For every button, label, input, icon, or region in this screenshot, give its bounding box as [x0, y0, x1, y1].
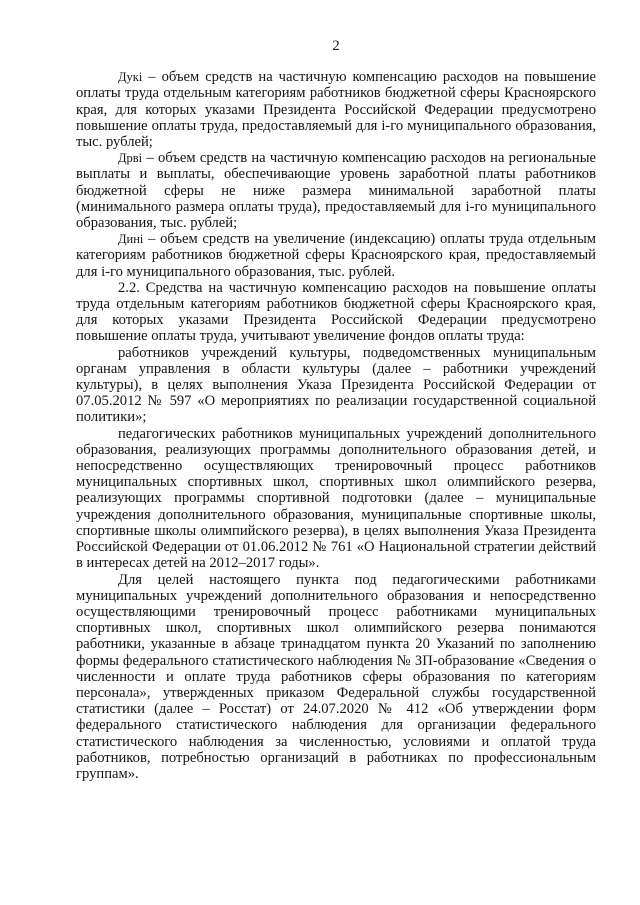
- paragraph-dini-definition: [76, 231, 596, 280]
- paragraph-text: – объем средств на увеличение (индексацию) оплаты труда отдельным категориям работников бюджетной сферы Красноярского края, предоставляемый для i-го муниципального образования, тыс. рублей.: [76, 231, 596, 280]
- page-number: 2: [332, 38, 340, 54]
- paragraph-text: – объем средств на частичную компенсацию расходов на повышение оплаты труда отдельным категориям работников бюджетной сферы Красноярского края, для которых указами Президента Российской Федерации предусмотрено повышение оплаты труда, предоставляемый для i-го муниципального образования, тыс. рублей;: [76, 69, 596, 151]
- paragraph-culture-workers: работников учреждений культуры, подведомственных муниципальным органам управления в области культуры (далее – работники учреждений культуры), в целях выполнения Указа Президента Российской Федерации от 07.05.2012 № 597 «О мероприятиях по реализации государственной социальной политики»;: [76, 344, 596, 426]
- paragraph-definition-purpose: Для целей настоящего пункта под педагогическими работниками муниципальных учреждений дополнительного образования и непосредственно осуществляющими тренировочный процесс работниками муниципальных спортивных школ, спортивных школ олимпийского резерва понимаются работники, указанные в абзаце тринадцатом пункта 20 Указаний по заполнению формы федерального статистического наблюдения № ЗП-образование «Сведения о численности и оплате труда работников сферы образования по категориям персонала», утвержденных приказом Федеральной службы государственной статистики (далее – Росстат) от 24.07.2020 № 412 «Об утверждении форм федерального статистического наблюдения для организации федерального статистического наблюдения за численностью, условиями и оплатой труда работников, потребностью организаций в работниках по профессиональным группам».: [76, 571, 596, 782]
- term-dini: Динi: [118, 232, 144, 247]
- paragraph-section-2-2: 2.2. Средства на частичную компенсацию расходов на повышение оплаты труда отдельным категориям работников бюджетной сферы Красноярского края, для которых указами Президента Российской Федерации предусмотрено повышение оплаты труда, учитывают увеличение фондов оплаты труда:: [76, 279, 596, 345]
- term-dyki: Дукі: [118, 70, 143, 85]
- paragraph-teaching-workers: педагогических работников муниципальных учреждений дополнительного образования, реализующих программы дополнительного образования детей, и непосредственно осуществляющих тренировочный процесс работников муниципальных спортивных школ, спортивных школ олимпийского резерва, реализующих программы спортивной подготовки (далее – муниципальные учреждения дополнительного образования, муниципальные спортивные школы, спортивные школы олимпийского резерва), в целях выполнения Указа Президента Российской Федерации от 01.06.2012 № 761 «О Национальной стратегии действий в интересах детей на 2012–2017 годы».: [76, 425, 596, 572]
- paragraph-dyki-definition: [76, 69, 596, 150]
- term-drvi: Дрві: [118, 151, 143, 166]
- paragraph-text: – объем средств на частичную компенсацию расходов на региональные выплаты и выплаты, обеспечивающие уровень заработной платы работников бюджетной сферы не ниже размера минимальной заработной платы (минимального размера оплаты труда), предоставляемый для i-го муниципального образования, тыс. рублей;: [76, 150, 596, 232]
- paragraph-drvi-definition: [76, 150, 596, 231]
